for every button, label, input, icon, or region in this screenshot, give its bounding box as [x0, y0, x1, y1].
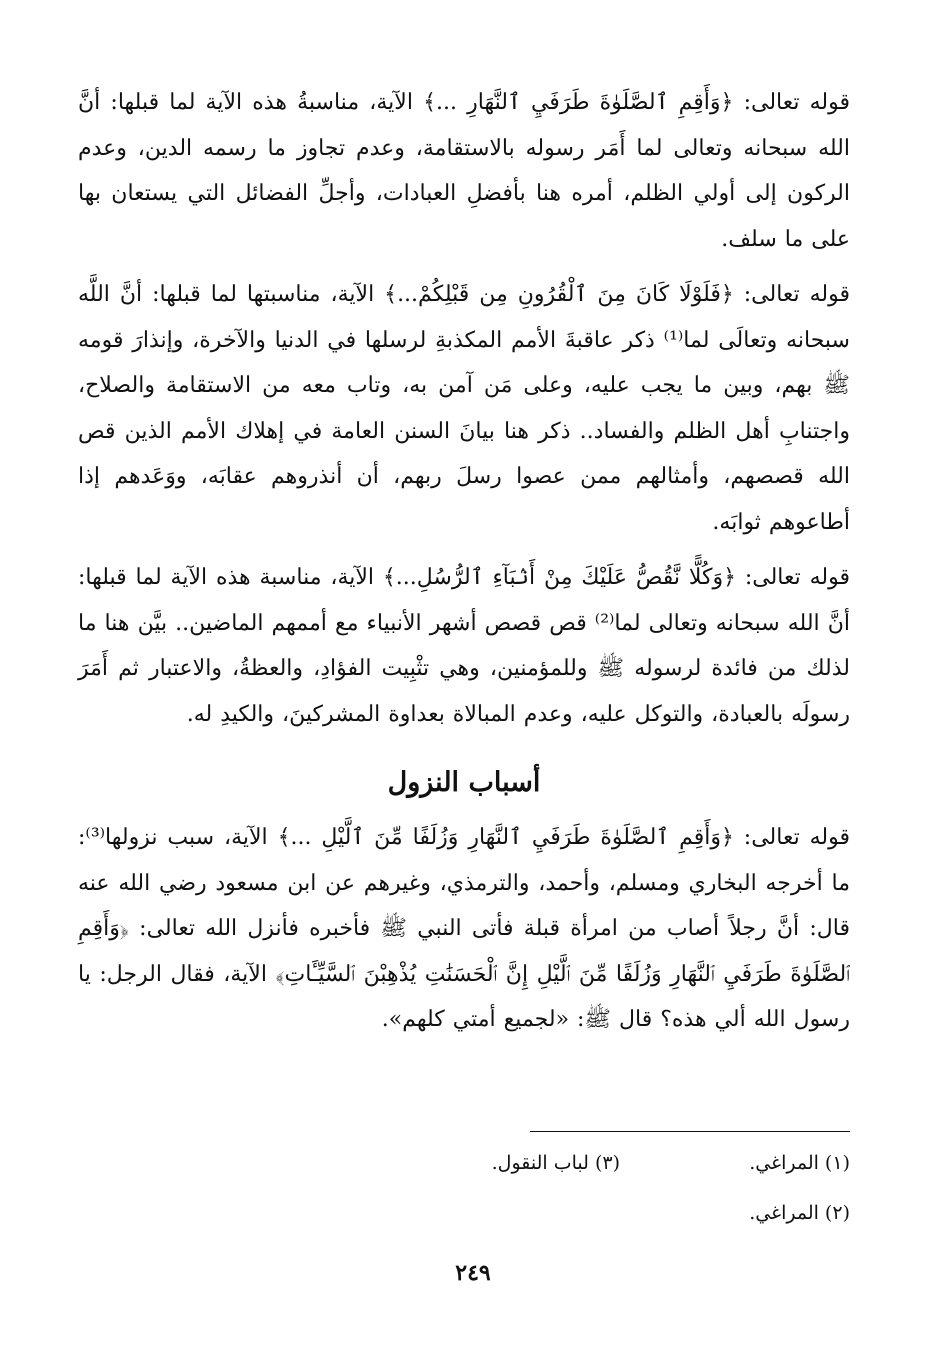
page-number: ٢٤٩: [455, 1260, 491, 1286]
footnotes: [250, 1148, 850, 1248]
footnote-row-2: [250, 1198, 850, 1228]
footnote-3: (٣) لباب النقول.: [491, 1152, 620, 1174]
paragraph-asbab: قوله تعالى: ﴿وَأَقِمِ ٱلصَّلَوٰةَ طَرَفَيِ ٱلنَّهَارِ وَزُلَفًا مِّنَ ٱلَّيْلِ ...﴾ الآية، سبب نزولها⁽³⁾: ما أخرجه البخاري ومسلم، وأحمد، والترمذي، وغيرهم عن ابن مسعود رضي الله عنه قال: أنَّ رجلاً أصاب من امرأة قبلة فأتى النبي ﷺ فأخبره فأنزل الله تعالى: ﴿وَأَقِمِ ٱلصَّلَوٰةَ طَرَفَيِ ٱلنَّهَارِ وَزُلَفًا مِّنَ ٱلَّيْلِ إِنَّ ٱلْحَسَنَٰتِ يُذْهِبْنَ ٱلسَّيِّـَٔاتِ﴾ الآية، فقال الرجل: يا رسول الله ألي هذه؟ قال ﷺ: «لجميع أمتي كلهم».: [78, 825, 850, 1032]
footnote-divider: [530, 1131, 850, 1132]
footnote-1: (١) المراغي.: [749, 1152, 850, 1174]
page-body: [78, 80, 850, 1043]
section-heading: أسباب النزول: [387, 767, 541, 798]
paragraph-1: قوله تعالى: ﴿وَأَقِمِ ٱلصَّلَوٰةَ طَرَفَيِ ٱلنَّهَارِ ...﴾ الآية، مناسبةُ هذه الآية لما قبلها: أنَّ الله سبحانه وتعالى لما أَمَر رسوله بالاستقامة، وعدم تجاوز ما رسمه الدين، وعدم الركون إلى أولي الظلم، أمره هنا بأفضلِ العبادات، وأجلِّ الفضائل التي يستعان بها على ما سلف.: [78, 90, 850, 252]
paragraph-3: قوله تعالى: ﴿وَكُلًّا نَّقُصُّ عَلَيْكَ مِنْ أَنۢبَآءِ ٱلرُّسُلِ...﴾ الآية، مناسبة هذه الآية لما قبلها: أنَّ الله سبحانه وتعالى لما⁽²⁾ قص قصص أشهر الأنبياء مع أممهم الماضين.. بيَّن هنا ما لذلك من فائدة لرسوله ﷺ وللمؤمنين، وهي تثْبِيت الفؤادِ، والعظةُ، والاعتبار ثم أَمَرَ رسولَه بالعبادة، والتوكل عليه، وعدم المبالاة بعداوة المشركينَ، والكيدِ له.: [78, 565, 850, 727]
footnote-row-1: [250, 1148, 850, 1178]
paragraph-2: قوله تعالى: ﴿فَلَوْلَا كَانَ مِنَ ٱلْقُرُونِ مِن قَبْلِكُمْ...﴾ الآية، مناسبتها لما قبلها: أنَّ اللَّه سبحانه وتعالَى لما⁽¹⁾ ذكر عاقبةَ الأمم المكذبةِ لرسلها في الدنيا والآخرة، وإنذارَ قومه ﷺ بهم، وبين ما يجب عليه، وعلى مَن آمن به، وتاب معه من الاستقامة والصلاح، واجتنابِ أهل الظلم والفساد.. ذكر هنا بيانَ السنن العامة في إهلاك الأمم الذين قص الله قصصهم، وأمثالهم ممن عصوا رسلَ ربهم، أن أنذروهم عقابَه، ووَعَدهم إذا أطاعوهم ثوابَه.: [78, 282, 851, 535]
footnote-2: (٢) المراغي.: [749, 1202, 850, 1224]
